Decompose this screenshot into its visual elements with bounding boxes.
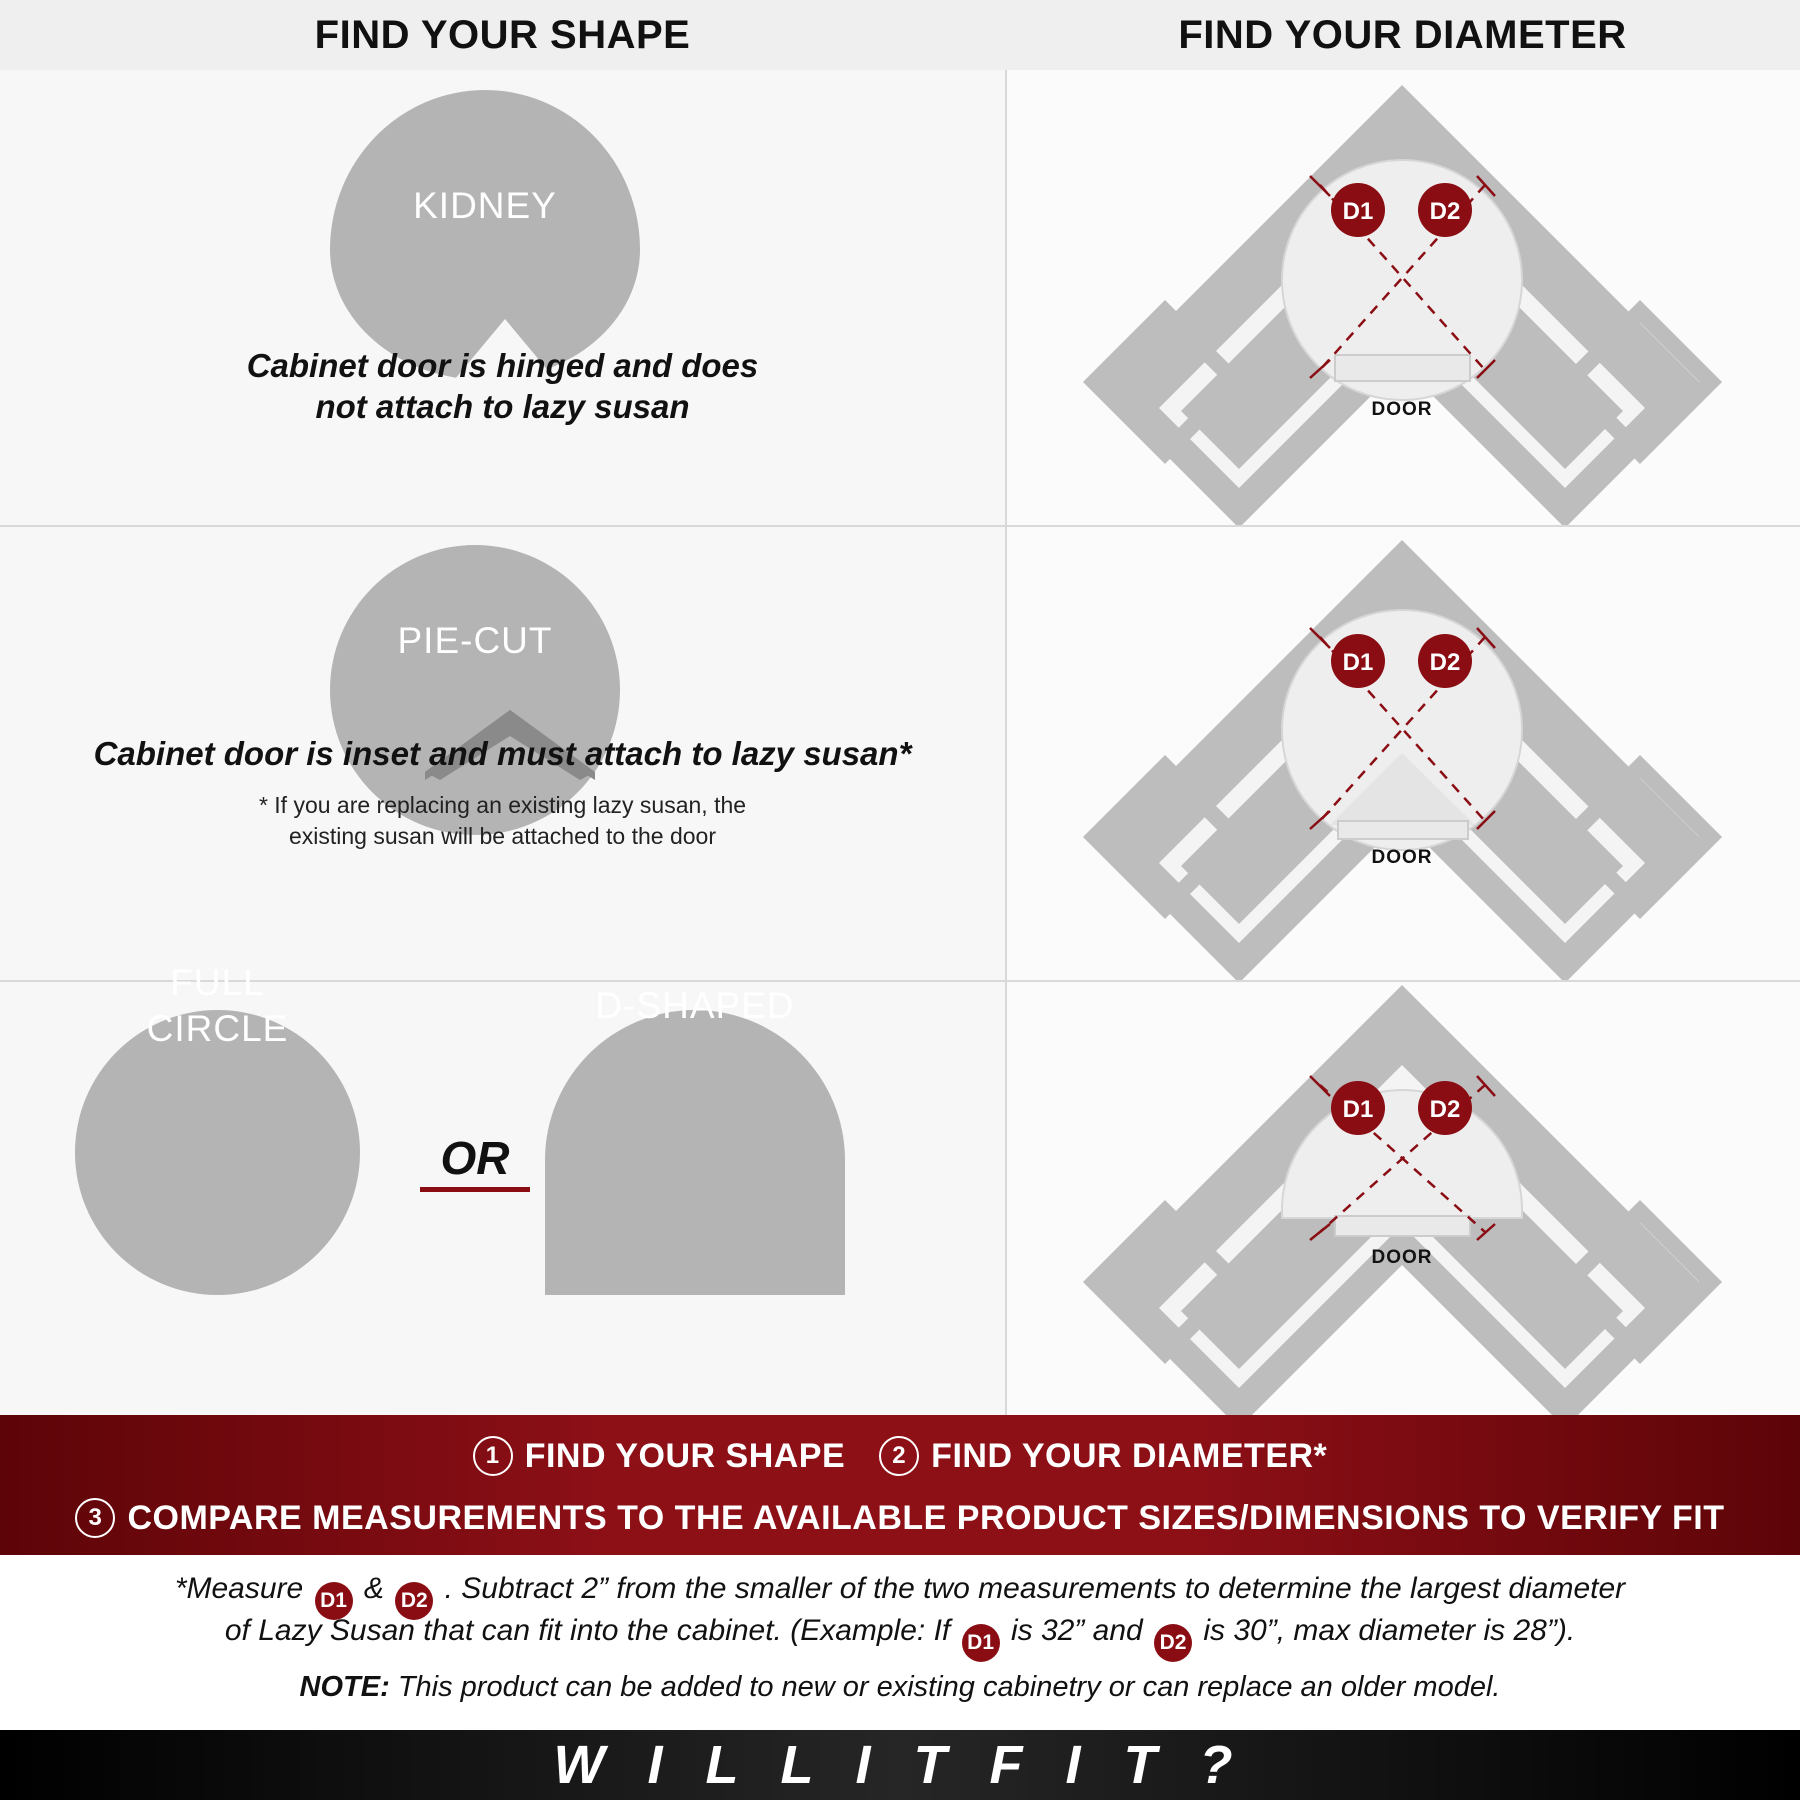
- step-1-label: FIND YOUR SHAPE: [524, 1436, 846, 1475]
- notes-block: [0, 1555, 1800, 1730]
- caption-kidney-line1: Cabinet door is hinged and does: [246, 347, 759, 384]
- caption-kidney-line2: not attach to lazy susan: [315, 388, 690, 426]
- note-amp: &: [363, 1572, 384, 1605]
- svg-text:D1: D1: [1342, 649, 1374, 676]
- d2-chip-note1: D2: [395, 1582, 433, 1620]
- label-full-circle: [75, 960, 360, 1053]
- d-shaped-shape: [545, 1010, 845, 1295]
- or-underline: [420, 1187, 530, 1192]
- svg-text:DOOR: DOOR: [1371, 399, 1433, 420]
- step-2: [879, 1436, 1327, 1476]
- label-full-circle-line1: FULL: [170, 962, 265, 1003]
- cabinet-diagram-kidney: [1005, 70, 1800, 525]
- or-separator: [420, 1132, 530, 1192]
- note-line-2: [30, 1611, 1770, 1662]
- steps-row-bottom: [0, 1489, 1800, 1547]
- header-find-your-shape: FIND YOUR SHAPE: [314, 12, 691, 57]
- svg-text:D1: D1: [1342, 1096, 1374, 1123]
- step-2-number: 2: [879, 1436, 919, 1476]
- note-line2-head: of Lazy Susan that can fit into the cabinet. (Example: If: [224, 1614, 951, 1647]
- cabinet-diagram-pie-cut: [1005, 525, 1800, 980]
- subcaption-pie-cut: [120, 790, 885, 852]
- step-3-number: 3: [75, 1498, 115, 1538]
- header-find-your-diameter: FIND YOUR DIAMETER: [1178, 12, 1627, 57]
- subcaption-line2: existing susan will be attached to the door: [288, 823, 717, 850]
- step-3: [75, 1498, 1724, 1538]
- note-line2-mid: is 32” and: [1010, 1614, 1143, 1647]
- steps-row-top: [0, 1427, 1800, 1485]
- note-measure-text: *Measure: [174, 1572, 304, 1605]
- label-kidney: KIDNEY: [413, 185, 557, 226]
- step-2-label: FIND YOUR DIAMETER*: [931, 1436, 1328, 1475]
- note-line-3: [30, 1669, 1770, 1707]
- d2-chip-note2: D2: [1154, 1624, 1192, 1662]
- note-text: This product can be added to new or existing cabinetry or can replace an older model.: [397, 1671, 1501, 1703]
- footer-bar: [0, 1730, 1800, 1800]
- svg-text:D1: D1: [1342, 198, 1374, 225]
- note-label: NOTE:: [299, 1671, 390, 1703]
- svg-text:D2: D2: [1429, 198, 1461, 225]
- note-line2-tail: is 30”, max diameter is 28”).: [1203, 1614, 1576, 1647]
- steps-band: [0, 1415, 1800, 1555]
- kidney-shape-wrap: [0, 70, 1005, 525]
- row-kidney: [0, 70, 1800, 525]
- full-circle-shape: [75, 1010, 360, 1295]
- kidney-shape: [330, 90, 640, 380]
- step-1: [473, 1436, 845, 1476]
- kidney-diagram-cell: [1005, 70, 1800, 525]
- d-shaped-diagram-cell: [1005, 980, 1800, 1415]
- label-pie-cut: PIE-CUT: [397, 620, 553, 661]
- cabinet-diagram-d-shaped-svg: [1005, 980, 1800, 1415]
- kidney-shape-cell: [0, 70, 1005, 525]
- footer-title: W I L L I T F I T ?: [553, 1735, 1247, 1795]
- svg-text:DOOR: DOOR: [1371, 1247, 1433, 1268]
- column-divider: [1005, 70, 1007, 1415]
- caption-kidney: [100, 345, 905, 428]
- cabinet-diagram-d-shaped: [1005, 980, 1800, 1415]
- or-label: OR: [440, 1132, 510, 1184]
- svg-text:D2: D2: [1429, 649, 1461, 676]
- pie-cut-diagram-cell: [1005, 525, 1800, 980]
- cabinet-diagram-kidney-svg: [1005, 70, 1800, 525]
- svg-text:D2: D2: [1429, 1096, 1461, 1123]
- subcaption-line1: * If you are replacing an existing lazy susan, the: [258, 792, 747, 818]
- cabinet-diagram-pie-cut-svg: [1005, 525, 1800, 980]
- step-3-label: COMPARE MEASUREMENTS TO THE AVAILABLE PRODUCT SIZES/DIMENSIONS TO VERIFY FIT: [127, 1498, 1725, 1537]
- svg-text:DOOR: DOOR: [1371, 847, 1433, 868]
- d1-chip-note2: D1: [962, 1624, 1000, 1662]
- row-divider-1: [0, 525, 1800, 527]
- note-line1-tail: . Subtract 2” from the smaller of the two measurements to determine the largest diameter: [444, 1572, 1626, 1605]
- header-bar: [0, 0, 1800, 70]
- label-d-shaped: D-SHAPED: [595, 985, 795, 1026]
- d1-chip-note1: D1: [315, 1582, 353, 1620]
- label-full-circle-line2: CIRCLE: [146, 1008, 289, 1050]
- step-1-number: 1: [473, 1436, 513, 1476]
- caption-pie-cut: Cabinet door is inset and must attach to lazy susan*: [93, 735, 912, 772]
